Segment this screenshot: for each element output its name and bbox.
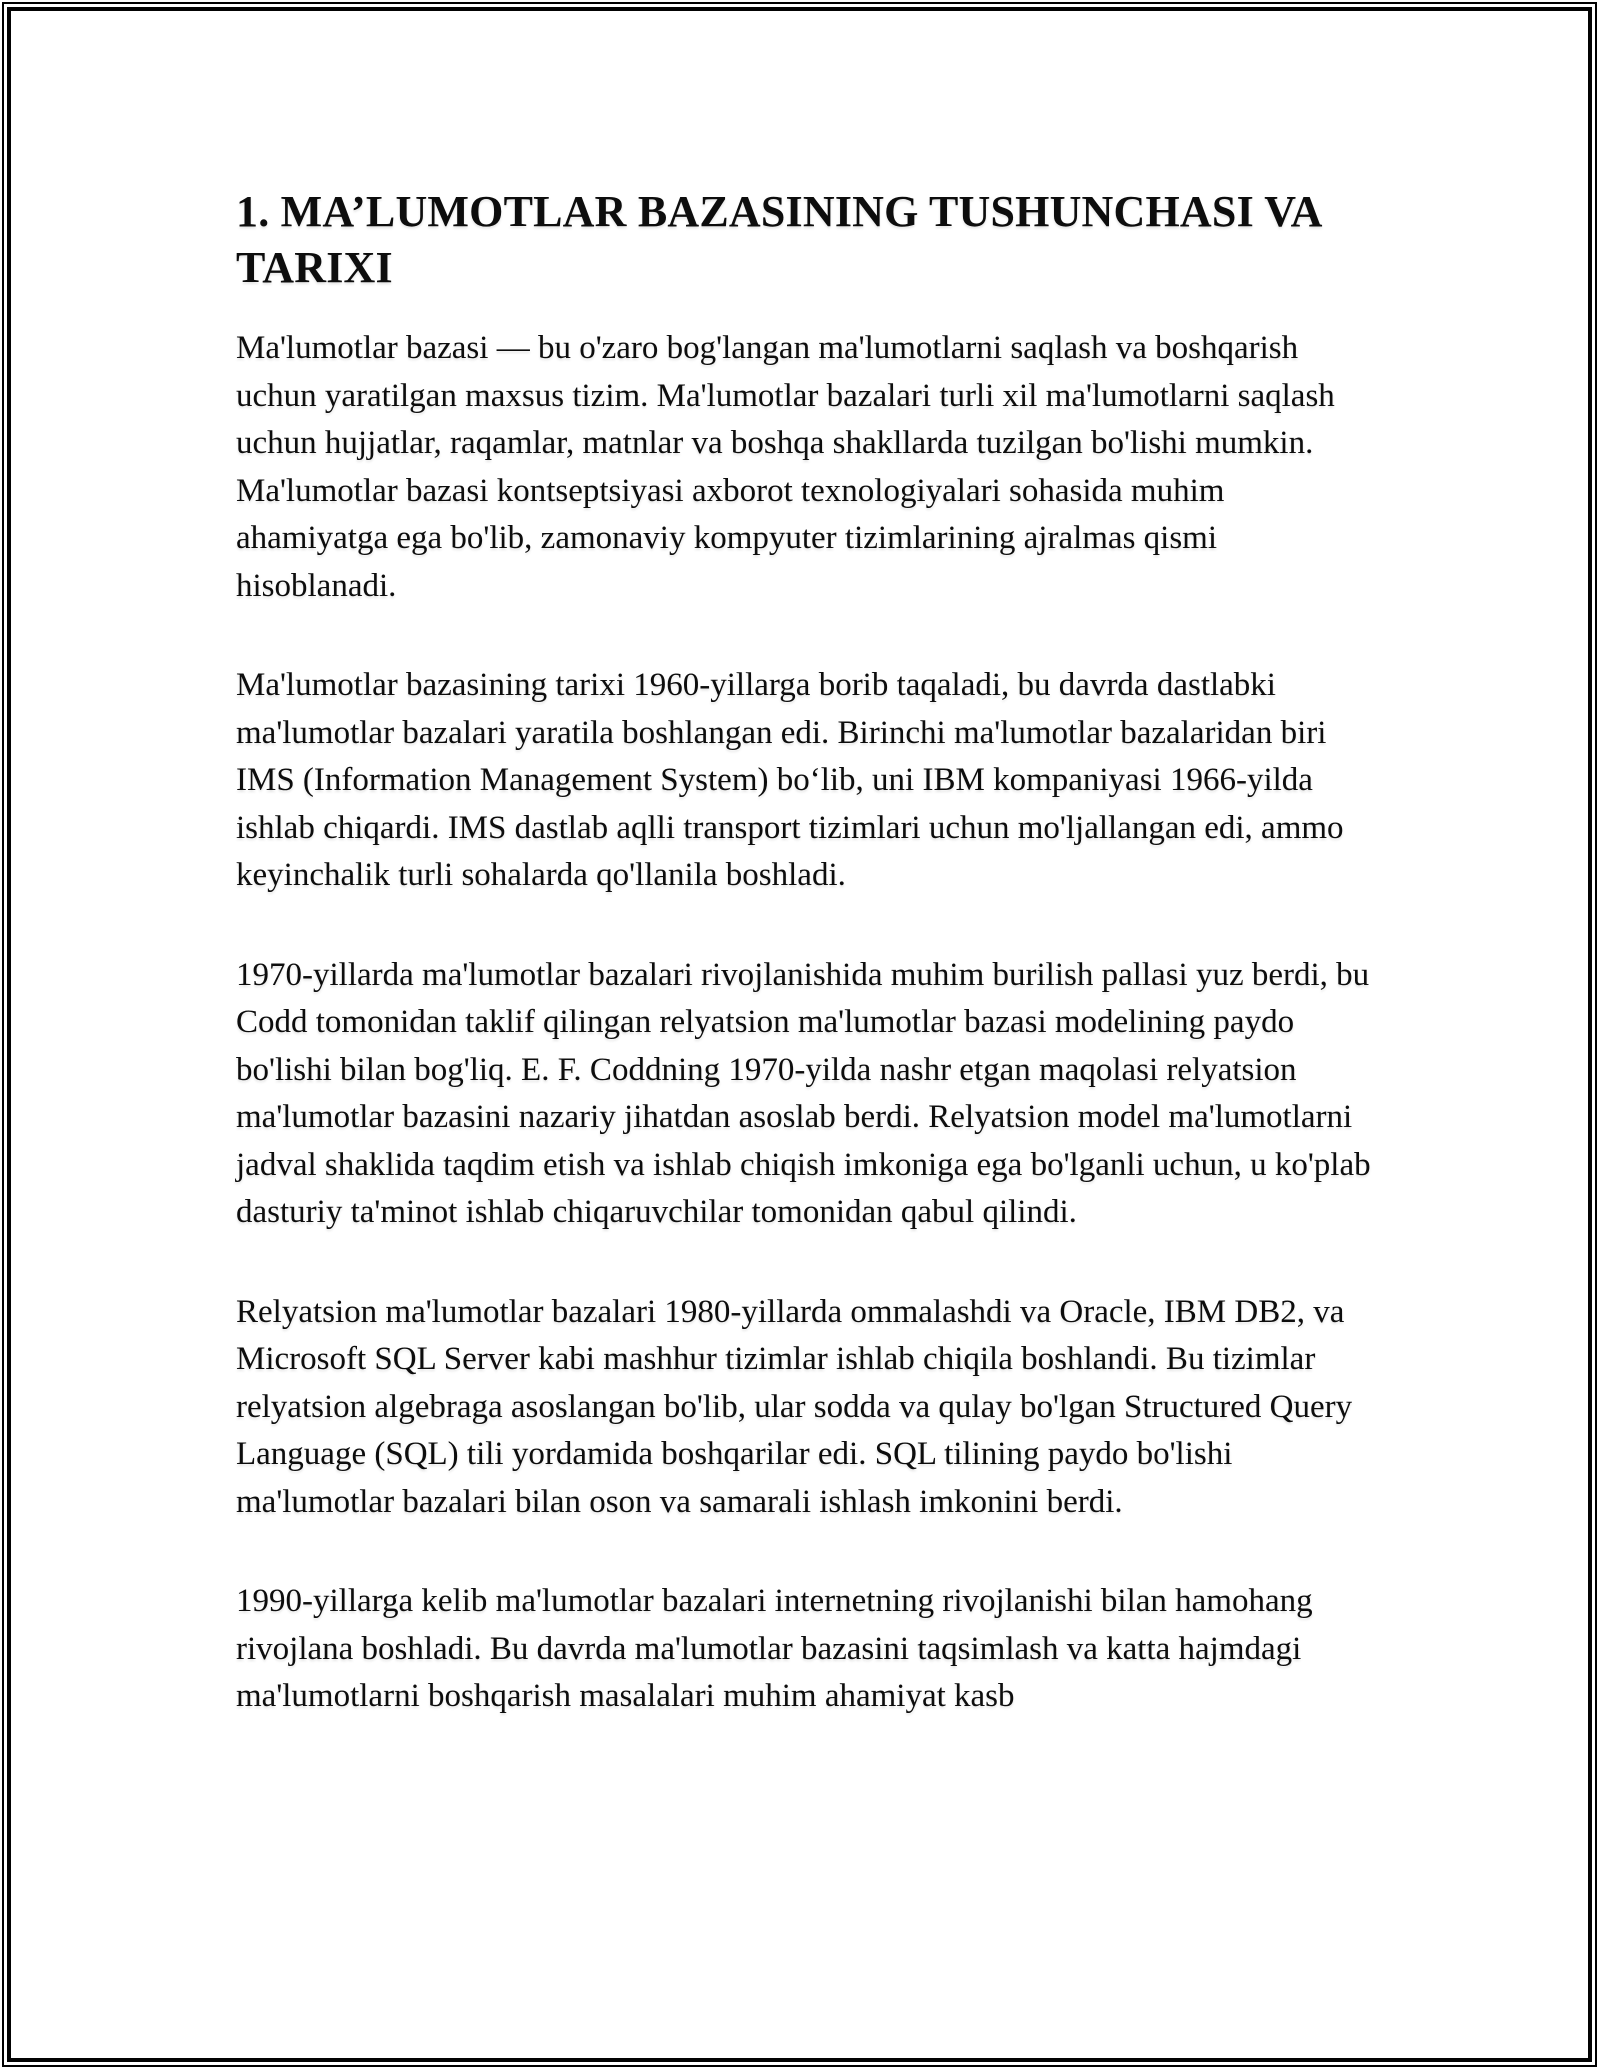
section-heading: 1. MA’LUMOTLAR BAZASINING TUSHUNCHASI VA TARIXI — [236, 187, 1321, 292]
paragraph-history-1960s: Ma'lumotlar bazasining tarixi 1960-yillarga borib taqaladi, bu davrda dastlabki ma'lumotlar bazalari yaratila boshlangan edi. Birinchi ma'lumotlar bazalaridan biri IMS (Information Management System) bo‘lib, uni IBM kompaniyasi 1966-yilda ishlab chiqardi. IMS dastlab aqlli transport tizimlari uchun mo'ljallangan edi, ammo keyinchalik turli sohalarda qo'llanila boshladi. — [236, 667, 1344, 893]
paragraph-1990s-internet: 1990-yillarga kelib ma'lumotlar bazalari internetning rivojlanishi bilan hamohang rivojlana boshladi. Bu davrda ma'lumotlar bazasini taqsimlash va katta hajmdagi ma'lumotlarni boshqarish masalalari muhim ahamiyat kasb — [236, 1583, 1313, 1714]
paragraph-intro: Ma'lumotlar bazasi — bu o'zaro bog'langan ma'lumotlarni saqlash va boshqarish uchun yaratilgan maxsus tizim. Ma'lumotlar bazalari turli xil ma'lumotlarni saqlash uchun hujjatlar, raqamlar, matnlar va boshqa shakllarda tuzilgan bo'lishi mumkin. Ma'lumotlar bazasi kontseptsiyasi axborot texnologiyalari sohasida muhim ahamiyatga ega bo'lib, zamonaviy kompyuter tizimlarining ajralmas qismi hisoblanadi. — [236, 330, 1335, 604]
document-content — [236, 184, 1376, 1721]
paragraph-1980s-sql: Relyatsion ma'lumotlar bazalari 1980-yillarda ommalashdi va Oracle, IBM DB2, va Microsoft SQL Server kabi mashhur tizimlar ishlab chiqila boshlandi. Bu tizimlar relyatsion algebraga asoslangan bo'lib, ular sodda va qulay bo'lgan Structured Query Language (SQL) tili yordamida boshqarilar edi. SQL tilining paydo bo'lishi ma'lumotlar bazalari bilan oson va samarali ishlash imkonini berdi. — [236, 1293, 1353, 1520]
paragraph-1970s-relational-model: 1970-yillarda ma'lumotlar bazalari rivojlanishida muhim burilish pallasi yuz berdi, bu Codd tomonidan taklif qilingan relyatsion ma'lumotlar bazasi modelining paydo bo'lishi bilan bog'liq. E. F. Coddning 1970-yilda nashr etgan maqolasi relyatsion ma'lumotlar bazasini nazariy jihatdan asoslab berdi. Relyatsion model ma'lumotlarni jadval shaklida taqdim etish va ishlab chiqish imkoniga ega bo'lganli uchun, u ko'plab dasturiy ta'minot ishlab chiqaruvchilar tomonidan qabul qilindi. — [236, 956, 1371, 1230]
